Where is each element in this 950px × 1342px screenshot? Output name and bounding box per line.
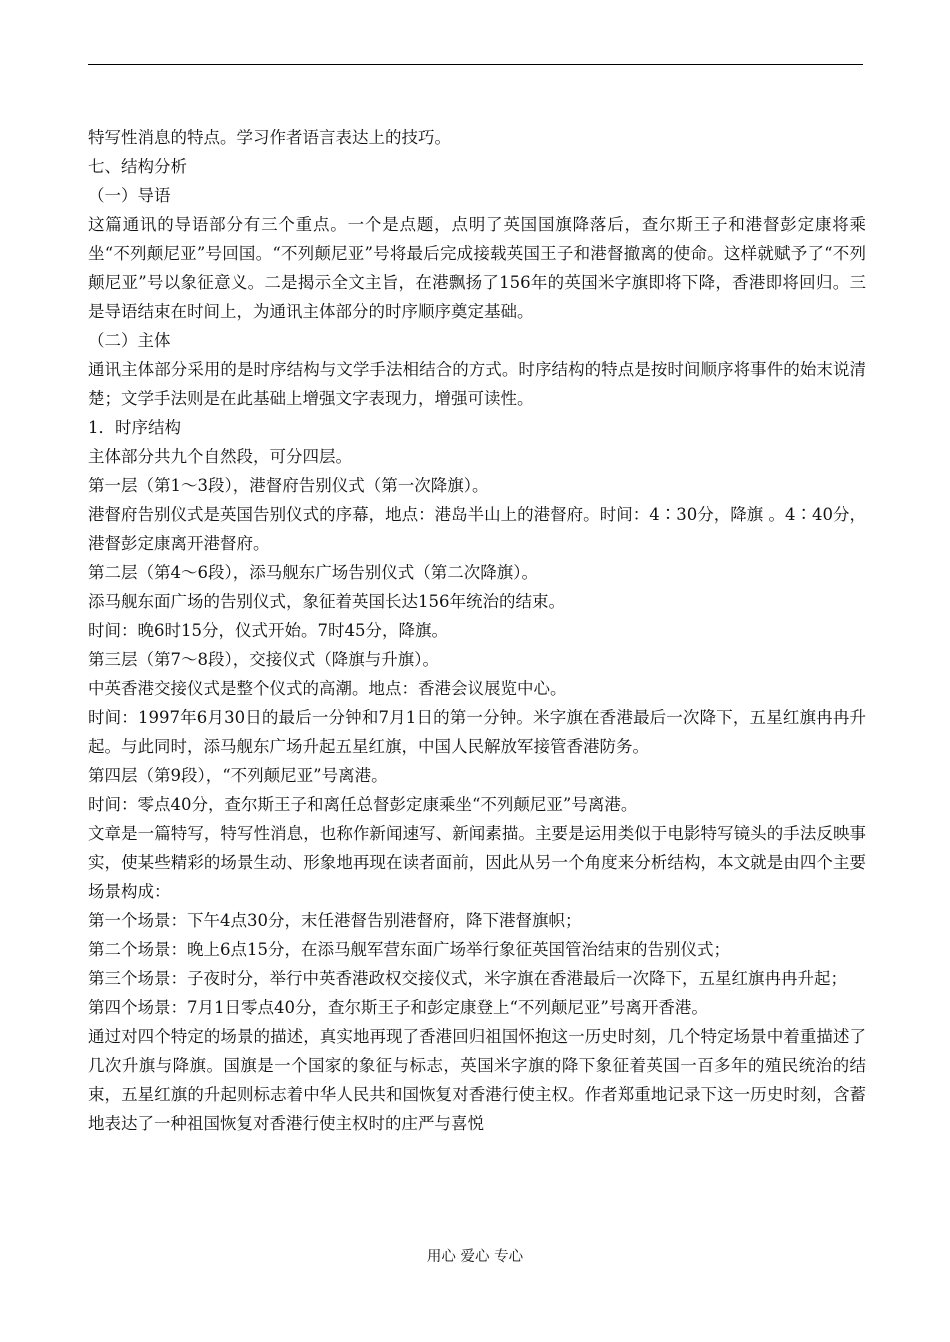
paragraph: 第三层（第7～8段），交接仪式（降旗与升旗）。 xyxy=(88,650,439,669)
paragraph: 文章是一篇特写，特写性消息，也称作新闻速写、新闻素描。主要是运用类似于电影特写镜头的手法反映事实，使某些精彩的场景生动、形象地再现在读者面前，因此从另一个角度来分析结构，本文就是由四个主要场景构成： xyxy=(88,824,866,901)
paragraph: 主体部分共九个自然段，可分四层。 xyxy=(88,447,352,466)
paragraph: 第一层（第1～3段），港督府告别仪式（第一次降旗）。 xyxy=(88,476,489,495)
subsection-heading: （二）主体 xyxy=(88,331,171,350)
paragraph: 第四个场景：7月1日零点40分，查尔斯王子和彭定康登上“不列颠尼亚”号离开香港。 xyxy=(88,998,708,1017)
paragraph: 时间：1997年6月30日的最后一分钟和7月1日的第一分钟。米字旗在香港最后一次降下，五星红旗冉冉升起。与此同时，添马舰东广场升起五星红旗，中国人民解放军接管香港防务。 xyxy=(88,708,866,756)
paragraph: 第二层（第4～6段），添马舰东广场告别仪式（第二次降旗）。 xyxy=(88,563,538,582)
paragraph: 时间：零点40分，查尔斯王子和离任总督彭定康乘坐“不列颠尼亚”号离港。 xyxy=(88,795,638,814)
paragraph: 第三个场景：子夜时分，举行中英香港政权交接仪式，米字旗在香港最后一次降下，五星红旗冉冉升起； xyxy=(88,969,847,988)
paragraph: 中英香港交接仪式是整个仪式的高潮。地点：香港会议展览中心。 xyxy=(88,679,567,698)
page-footer: 用心 爱心 专心 xyxy=(426,1249,524,1265)
paragraph: 时间：晚6时15分，仪式开始。7时45分，降旗。 xyxy=(88,621,448,640)
paragraph: 通过对四个特定的场景的描述，真实地再现了香港回归祖国怀抱这一历史时刻，几个特定场景中着重描述了几次升旗与降旗。国旗是一个国家的象征与标志，英国米字旗的降下象征着英国一百多年的殖民统治的结束，五星红旗的升起则标志着中华人民共和国恢复对香港行使主权。作者郑重地记录下这一历史时刻，含蓄地表达了一种祖国恢复对香港行使主权时的庄严与喜悦 xyxy=(88,1027,866,1133)
paragraph: 添马舰东面广场的告别仪式，象征着英国长达156年统治的结束。 xyxy=(88,592,565,611)
header-rule xyxy=(88,64,863,65)
subsection-heading: （一）导语 xyxy=(88,186,171,205)
document-body xyxy=(88,123,866,1138)
paragraph: 这篇通讯的导语部分有三个重点。一个是点题，点明了英国国旗降落后，查尔斯王子和港督彭定康将乘坐“不列颠尼亚”号回国。“不列颠尼亚”号将最后完成接载英国王子和港督撤离的使命。这样就赋予了“不列颠尼亚”号以象征意义。二是揭示全文主旨，在港飘扬了156年的英国米字旗即将下降，香港即将回归。三是导语结束在时间上，为通讯主体部分的时序顺序奠定基础。 xyxy=(88,215,866,321)
paragraph: 第二个场景：晚上6点15分，在添马舰军营东面广场举行象征英国管治结束的告别仪式； xyxy=(88,940,730,959)
section-heading: 七、结构分析 xyxy=(88,157,187,176)
paragraph: 港督府告别仪式是英国告别仪式的序幕，地点：港岛半山上的港督府。时间：4∶30分，降旗 。4∶40分，港督彭定康离开港督府。 xyxy=(88,505,866,553)
paragraph: 特写性消息的特点。学习作者语言表达上的技巧。 xyxy=(88,128,451,147)
paragraph: 第一个场景：下午4点30分，末任港督告别港督府，降下港督旗帜； xyxy=(88,911,582,930)
subsection-heading: 1．时序结构 xyxy=(88,418,181,437)
paragraph: 第四层（第9段），“不列颠尼亚”号离港。 xyxy=(88,766,388,785)
paragraph: 通讯主体部分采用的是时序结构与文学手法相结合的方式。时序结构的特点是按时间顺序将事件的始末说清楚；文学手法则是在此基础上增强文字表现力，增强可读性。 xyxy=(88,360,866,408)
